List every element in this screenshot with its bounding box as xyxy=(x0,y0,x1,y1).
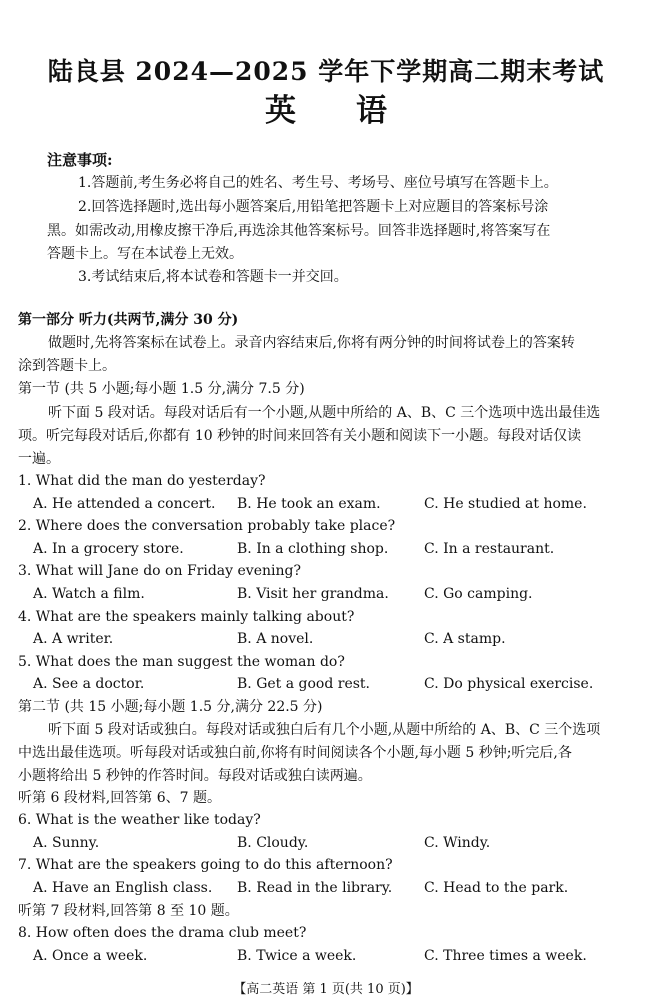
part1-intro-line: 涂到答题卡上。 xyxy=(18,358,116,374)
option-a: A. Watch a film. xyxy=(33,586,145,602)
question: 7. What are the speakers going to do this afternoon? xyxy=(18,857,393,873)
page-footer: 【高二英语 第 1 页(共 10 页)】 xyxy=(233,982,419,997)
group-instruction: 听第 7 段材料,回答第 8 至 10 题。 xyxy=(18,903,239,919)
option-c: C. Go camping. xyxy=(424,586,533,602)
option-b: B. In a clothing shop. xyxy=(237,541,389,557)
option-b: B. A novel. xyxy=(237,631,314,647)
subject-title: 英语 xyxy=(265,93,447,129)
option-b: B. Get a good rest. xyxy=(237,676,370,692)
exam-title: 陆良县 2024—2025 学年下学期高二期末考试 xyxy=(47,57,605,86)
notice-line: 黑。如需改动,用橡皮擦干净后,再选涂其他答案标号。回答非选择题时,将答案写在 xyxy=(47,223,551,239)
option-a: A. In a grocery store. xyxy=(33,541,184,557)
section2-intro-line: 小题将给出 5 秒钟的作答时间。每段对话或独白读两遍。 xyxy=(18,768,372,784)
question: 4. What are the speakers mainly talking about? xyxy=(18,609,355,625)
question: 2. Where does the conversation probably take place? xyxy=(18,518,396,534)
question: 6. What is the weather like today? xyxy=(18,812,261,828)
section1-heading: 第一节 (共 5 小题;每小题 1.5 分,满分 7.5 分) xyxy=(18,381,305,397)
group-instruction: 听第 6 段材料,回答第 6、7 题。 xyxy=(18,790,221,806)
option-c: C. Windy. xyxy=(424,835,491,851)
option-a: A. Sunny. xyxy=(33,835,100,851)
option-a: A. He attended a concert. xyxy=(33,496,216,512)
section1-intro-line: 项。听完每段对话后,你都有 10 秒钟的时间来回答有关小题和阅读下一小题。每段对话仅读 xyxy=(18,428,582,444)
section2-intro-line: 听下面 5 段对话或独白。每段对话或独白后有几个小题,从题中所给的 A、B、C 三个选项 xyxy=(48,722,601,738)
question: 8. How often does the drama club meet? xyxy=(18,925,307,941)
option-a: A. Have an English class. xyxy=(33,880,213,896)
question: 1. What did the man do yesterday? xyxy=(18,473,266,489)
part1-heading: 第一部分 听力(共两节,满分 30 分) xyxy=(18,312,239,328)
section2-heading: 第二节 (共 15 小题;每小题 1.5 分,满分 22.5 分) xyxy=(18,699,323,715)
notice-line: 3.考试结束后,将本试卷和答题卡一并交回。 xyxy=(78,269,348,285)
option-a: A. See a doctor. xyxy=(33,676,145,692)
notice-line: 答题卡上。写在本试卷上无效。 xyxy=(47,246,243,262)
option-c: C. He studied at home. xyxy=(424,496,587,512)
option-c: C. A stamp. xyxy=(424,631,506,647)
notice-heading: 注意事项: xyxy=(47,151,113,169)
question: 5. What does the man suggest the woman do? xyxy=(18,654,345,670)
notice-line: 1.答题前,考生务必将自己的姓名、考生号、考场号、座位号填写在答题卡上。 xyxy=(78,175,558,191)
section2-intro-line: 中选出最佳选项。听每段对话或独白前,你将有时间阅读各个小题,每小题 5 秒钟;听完后,各 xyxy=(18,745,572,761)
part1-intro-line: 做题时,先将答案标在试卷上。录音内容结束后,你将有两分钟的时间将试卷上的答案转 xyxy=(48,335,575,351)
option-c: C. Head to the park. xyxy=(424,880,569,896)
option-b: B. Twice a week. xyxy=(237,948,357,964)
option-b: B. Cloudy. xyxy=(237,835,309,851)
option-a: A. A writer. xyxy=(33,631,114,647)
question: 3. What will Jane do on Friday evening? xyxy=(18,563,301,579)
option-c: C. In a restaurant. xyxy=(424,541,555,557)
option-c: C. Do physical exercise. xyxy=(424,676,594,692)
notice-line: 2.回答选择题时,选出每小题答案后,用铅笔把答题卡上对应题目的答案标号涂 xyxy=(78,199,549,215)
option-b: B. He took an exam. xyxy=(237,496,381,512)
section1-intro-line: 听下面 5 段对话。每段对话后有一个小题,从题中所给的 A、B、C 三个选项中选出最佳选 xyxy=(48,405,601,421)
option-b: B. Visit her grandma. xyxy=(237,586,389,602)
section1-intro-line: 一遍。 xyxy=(18,451,60,467)
option-c: C. Three times a week. xyxy=(424,948,587,964)
option-a: A. Once a week. xyxy=(33,948,148,964)
option-b: B. Read in the library. xyxy=(237,880,393,896)
